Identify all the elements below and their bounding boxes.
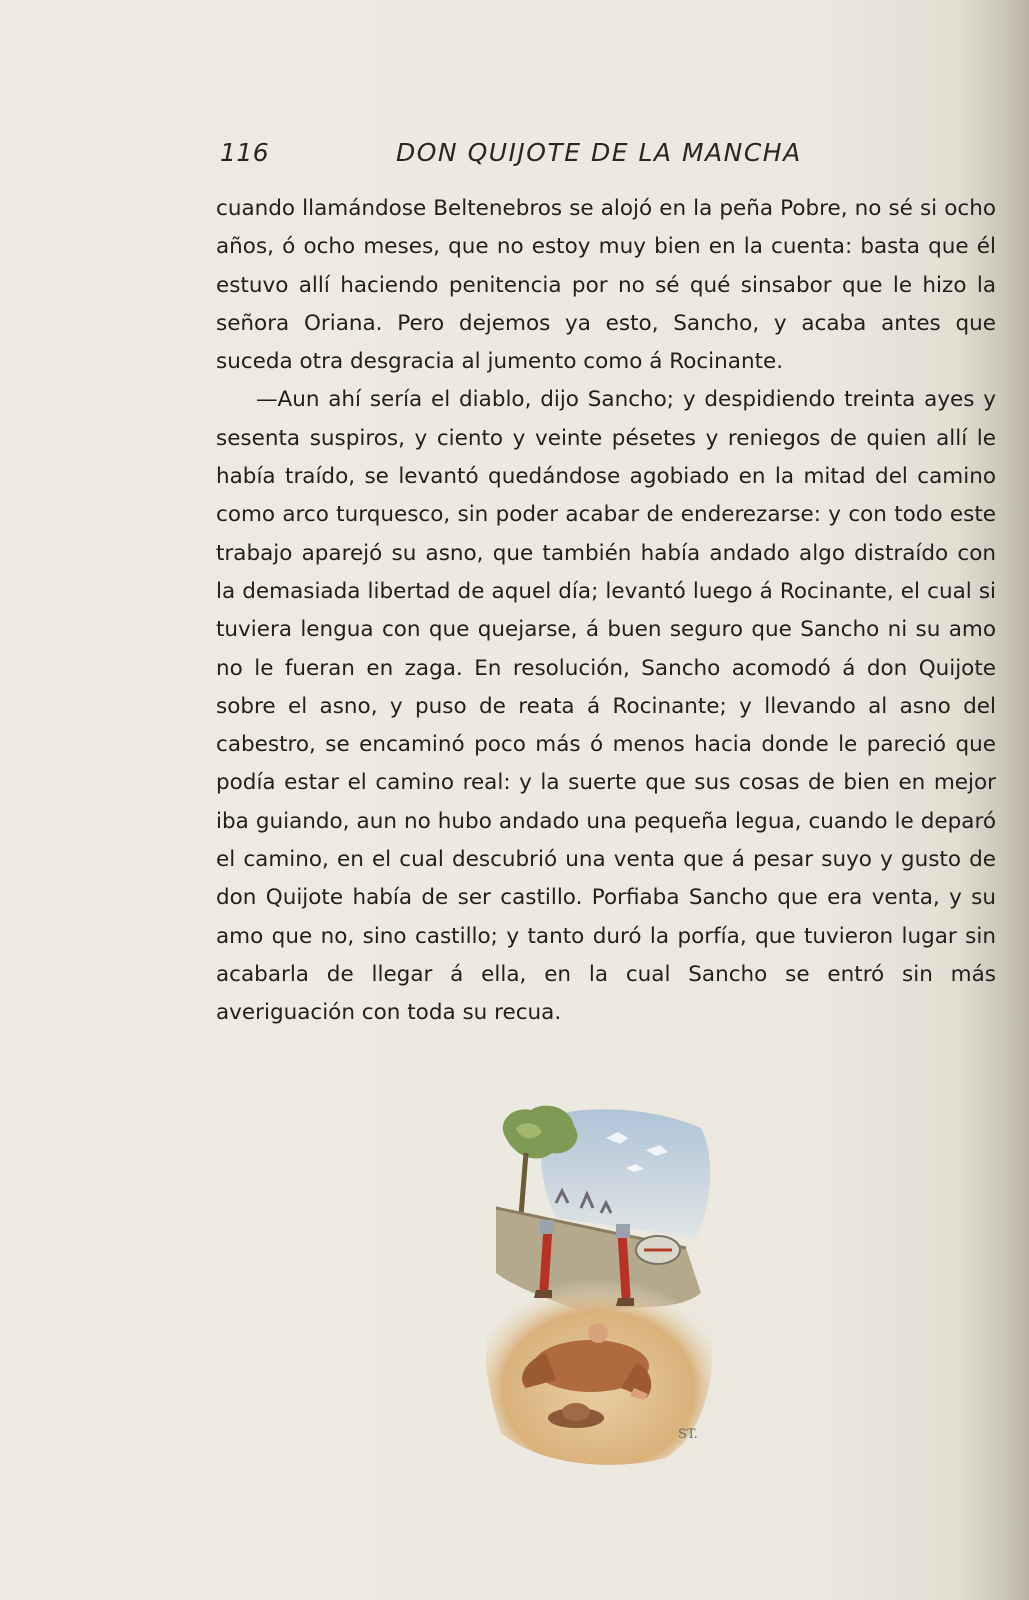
shield-icon [636, 1236, 680, 1264]
illustration-fallen-knight [486, 1098, 726, 1478]
paragraph-2: —Aun ahí sería el diablo, dijo Sancho; y despidiendo treinta ayes y sesenta suspiros, y ciento y veinte pésetes y reniegos de quien allí le había traído, se levantó quedándose agobiado en la mitad del camino como arco turquesco, sin poder acabar de enderezarse: y con todo este trabajo aparejó su asno, que también había andado algo distraído con la demasiada libertad de aquel día; levantó luego á Rocinante, el cual si tuviera lengua con que quejarse, á buen seguro que Sancho ni su amo no le fueran en zaga. En resolución, Sancho acomodó á don Quijote sobre el asno, y puso de reata á Rocinante; y llevando al asno del cabestro, se encaminó poco más ó menos hacia donde le pareció que podía estar el camino real: y la suerte que sus cosas de bien en mejor iba guiando, aun no hubo andado una pequeña legua, cuando le deparó el camino, en el cual descubrió una venta que á pesar suyo y gusto de don Quijote había de ser castillo. Porfiaba Sancho que era venta, y su amo que no, sino castillo; y tanto duró la porfía, que tuvieron lugar sin acabarla de llegar á ella, en la cual Sancho se entró sin más averiguación con toda su recua. [216, 387, 996, 1026]
artist-signature: ST. [678, 1427, 698, 1442]
page-header [218, 138, 818, 178]
page-number: 116 [220, 138, 270, 167]
paragraph-1: cuando llamándose Beltenebros se alojó en la peña Pobre, no sé si ocho años, ó ocho meses, que no estoy muy bien en la cuenta: basta que él estuvo allí haciendo penitencia por no sé qué sinsabor que le hizo la señora Oriana. Pero dejemos ya esto, Sancho, y acaba antes que suceda otra desgracia al jumento como á Rocinante. [216, 196, 996, 375]
running-title: DON QUIJOTE DE LA MANCHA [396, 138, 802, 167]
body-text [216, 190, 996, 1033]
